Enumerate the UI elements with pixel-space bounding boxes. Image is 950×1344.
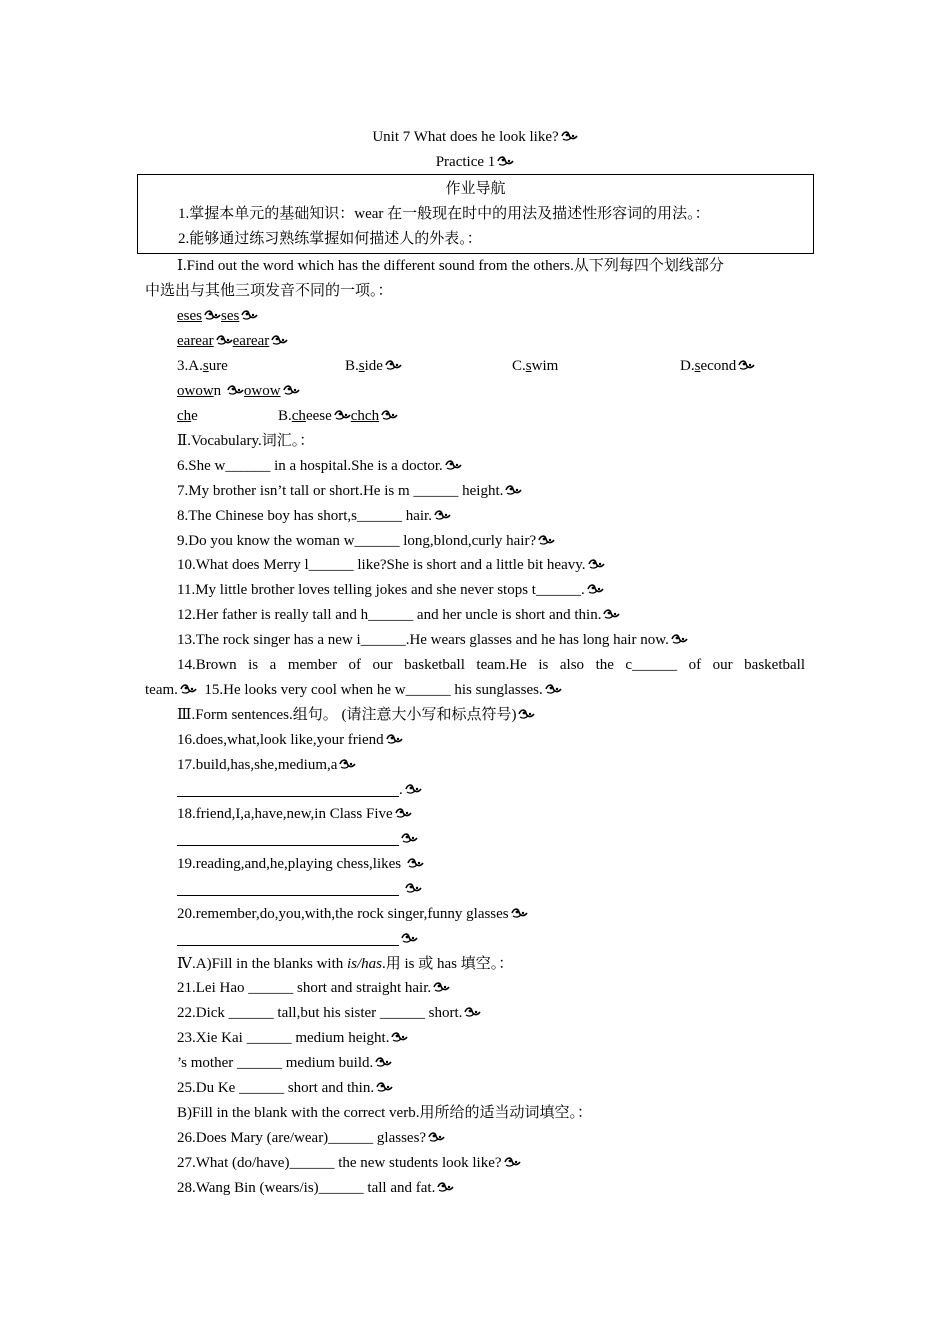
question-2: earear earear: [177, 330, 288, 352]
mark-icon: [180, 683, 197, 695]
mark-icon: [497, 155, 514, 167]
mark-icon: [428, 1131, 445, 1143]
question-23: 23.Xie Kai ______ medium height.: [177, 1027, 408, 1049]
section4b-heading: B)Fill in the blank with the correct verb.用所给的适当动词填空。：: [177, 1105, 592, 1121]
question-3-option-c: C.swim: [512, 358, 559, 374]
mark-icon: [433, 981, 450, 993]
question-7: 7.My brother isn’t tall or short.He is m ______ height.: [177, 480, 522, 502]
section1-instruction-cont: 中选出与其他三项发音不同的一项。：: [145, 283, 393, 299]
mark-icon: [588, 558, 605, 570]
mark-icon: [511, 907, 528, 919]
question-28: 28.Wang Bin (wears/is)______ tall and fat.: [177, 1177, 454, 1199]
mark-icon: [227, 384, 244, 396]
mark-icon: [385, 359, 402, 371]
question-12: 12.Her father is really tall and h______ and her uncle is short and thin.: [177, 604, 620, 626]
mark-icon: [241, 309, 258, 321]
section2-heading: Ⅱ.Vocabulary.词汇。：: [177, 433, 315, 449]
mark-icon: [395, 807, 412, 819]
question-3-option-a: 3.A.sure: [177, 358, 228, 374]
mark-icon: [386, 733, 403, 745]
practice-subtitle: Practice 1: [0, 151, 950, 173]
mark-icon: [391, 1031, 408, 1043]
mark-icon: [204, 309, 221, 321]
answer-line-20[interactable]: [177, 928, 418, 950]
question-1: eses ses: [177, 305, 258, 327]
mark-icon: [587, 583, 604, 595]
question-14: 14.Brown is a member of our basketball team.He is also the c______ of our basketball: [177, 657, 805, 673]
mark-icon: [561, 130, 578, 142]
homework-guide-box: [137, 174, 814, 254]
question-24: ’s mother ______ medium build.: [177, 1052, 392, 1074]
question-3-option-b: B.side: [345, 355, 402, 377]
question-4: owown owow: [177, 380, 300, 402]
answer-line-17[interactable]: .: [177, 779, 422, 801]
question-5-option-a: che: [177, 408, 198, 424]
guide-item-1: 1.掌握本单元的基础知识：wear 在一般现在时中的用法及描述性形容词的用法。：: [178, 206, 710, 222]
mark-icon: [434, 509, 451, 521]
mark-icon: [271, 334, 288, 346]
question-22: 22.Dick ______ tall,but his sister ______ short.: [177, 1002, 481, 1024]
question-10: 10.What does Merry l______ like?She is short and a little bit heavy.: [177, 554, 605, 576]
question-19: 19.reading,and,he,playing chess,likes: [177, 853, 424, 875]
mark-icon: [405, 783, 422, 795]
mark-icon: [216, 334, 233, 346]
mark-icon: [445, 459, 462, 471]
mark-icon: [283, 384, 300, 396]
mark-icon: [504, 1156, 521, 1168]
mark-icon: [405, 882, 422, 894]
mark-icon: [407, 857, 424, 869]
section3-heading: Ⅲ.Form sentences.组句。 (请注意大小写和标点符号): [177, 704, 535, 726]
question-11: 11.My little brother loves telling jokes and she never stops t______.: [177, 579, 604, 601]
mark-icon: [538, 534, 555, 546]
mark-icon: [464, 1006, 481, 1018]
mark-icon: [738, 359, 755, 371]
question-26: 26.Does Mary (are/wear)______ glasses?: [177, 1127, 445, 1149]
mark-icon: [505, 484, 522, 496]
mark-icon: [376, 1081, 393, 1093]
mark-icon: [603, 608, 620, 620]
question-5-option-b: B.cheese chch: [278, 405, 398, 427]
question-3-option-d: D.second: [680, 355, 755, 377]
question-6: 6.She w______ in a hospital.She is a doctor.: [177, 455, 462, 477]
answer-line-19[interactable]: [177, 878, 422, 900]
question-8: 8.The Chinese boy has short,s______ hair.: [177, 505, 451, 527]
mark-icon: [437, 1181, 454, 1193]
mark-icon: [334, 409, 351, 421]
mark-icon: [401, 932, 418, 944]
question-27: 27.What (do/have)______ the new students look like?: [177, 1152, 521, 1174]
question-17: 17.build,has,she,medium,a: [177, 754, 356, 776]
answer-line-18[interactable]: [177, 828, 418, 850]
question-16: 16.does,what,look like,your friend: [177, 729, 403, 751]
guide-heading: 作业导航: [445, 181, 506, 197]
question-18: 18.friend,I,a,have,new,in Class Five: [177, 803, 412, 825]
mark-icon: [375, 1056, 392, 1068]
mark-icon: [339, 758, 356, 770]
mark-icon: [381, 409, 398, 421]
question-21: 21.Lei Hao ______ short and straight hair.: [177, 977, 450, 999]
question-20: 20.remember,do,you,with,the rock singer,funny glasses: [177, 903, 528, 925]
question-25: 25.Du Ke ______ short and thin.: [177, 1077, 393, 1099]
question-13: 13.The rock singer has a new i______.He wears glasses and he has long hair now.: [177, 629, 688, 651]
question-9: 9.Do you know the woman w______ long,blond,curly hair?: [177, 530, 555, 552]
section1-instruction: Ⅰ.Find out the word which has the different sound from the others.从下列每四个划线部分: [177, 258, 724, 274]
section4a-heading: Ⅳ.A)Fill in the blanks with is/has.用 is 或 has 填空。：: [177, 956, 514, 972]
unit-title: Unit 7 What does he look like?: [0, 126, 950, 148]
mark-icon: [545, 683, 562, 695]
mark-icon: [671, 633, 688, 645]
mark-icon: [518, 708, 535, 720]
guide-item-2: 2.能够通过练习熟练掌握如何描述人的外表。：: [178, 231, 482, 247]
mark-icon: [401, 832, 418, 844]
question-14-15: team. 15.He looks very cool when he w______ his sunglasses.: [145, 679, 562, 701]
